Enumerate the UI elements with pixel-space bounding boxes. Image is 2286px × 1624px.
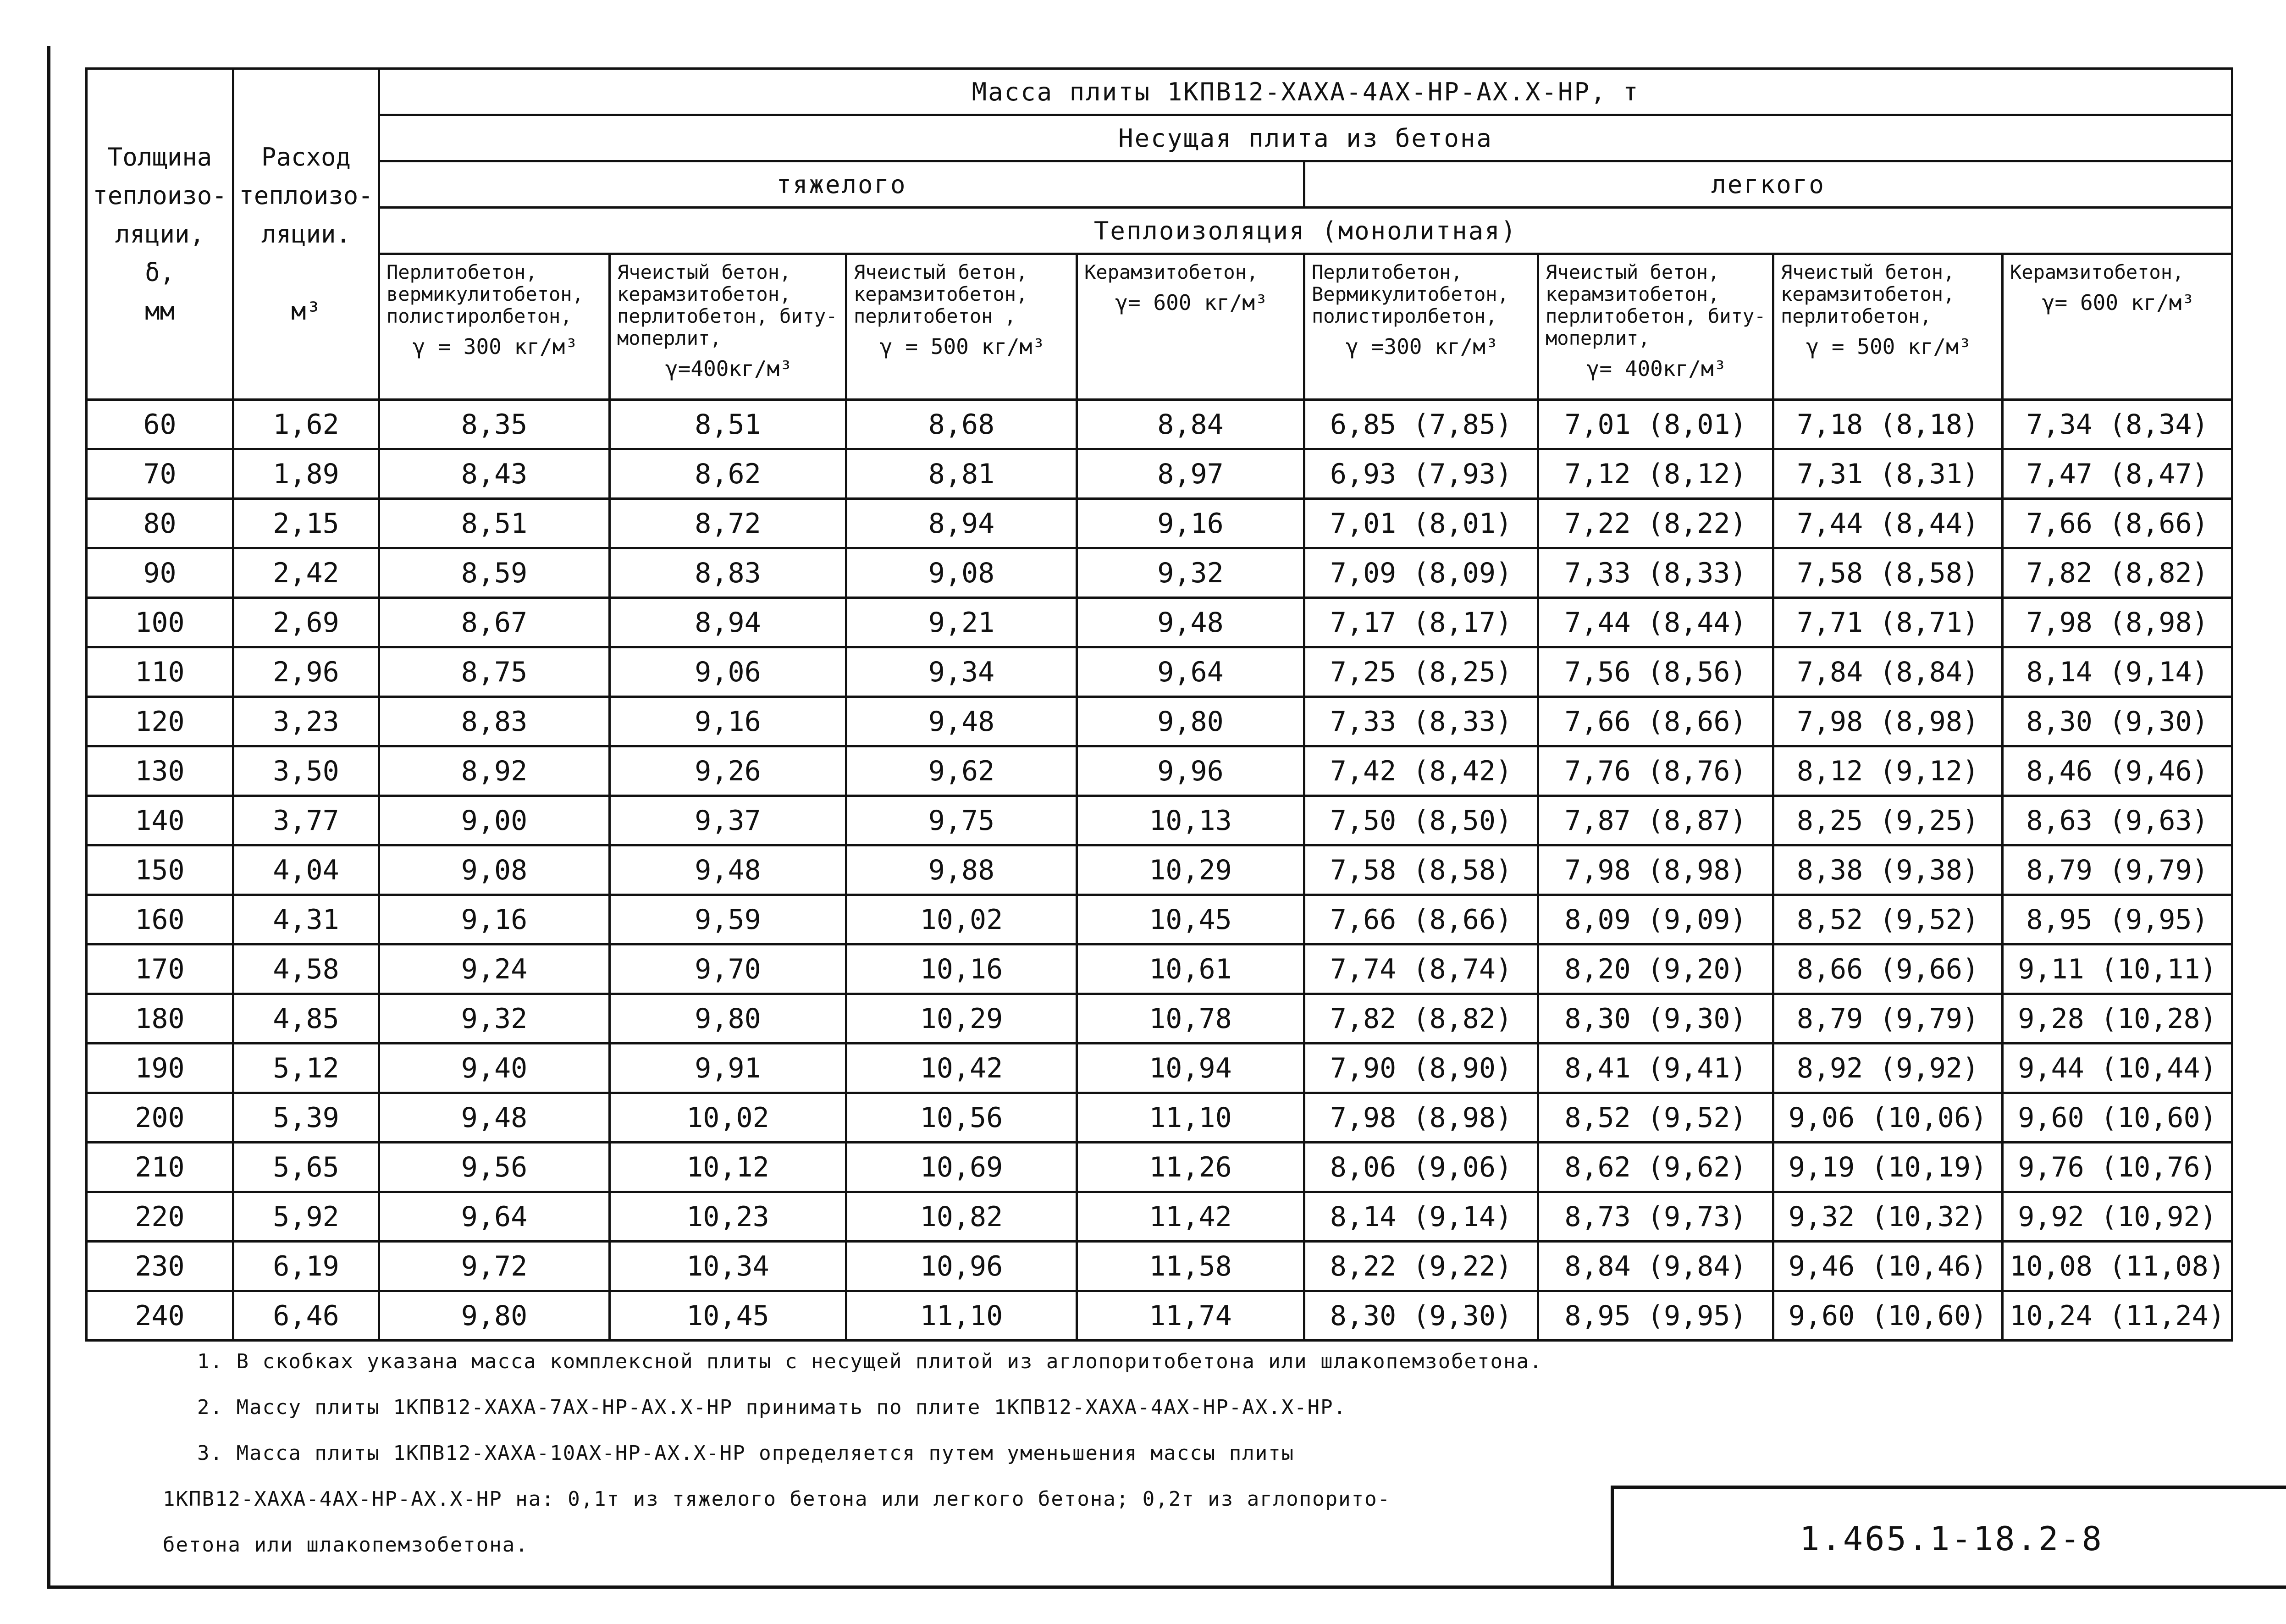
table-row bbox=[87, 598, 2232, 647]
table-cell: 5,65 bbox=[233, 1143, 379, 1192]
table-cell: 5,39 bbox=[233, 1093, 379, 1143]
table-cell: 8,95 (9,95) bbox=[2003, 895, 2232, 945]
table-row bbox=[87, 1242, 2232, 1291]
material-header: Перлитобетон, Вермикулитобетон, полистиролбетон, γ =300 кг/м³ bbox=[1304, 254, 1538, 400]
material-header: Керамзитобетон, γ= 600 кг/м³ bbox=[1077, 254, 1304, 400]
table-cell: 7,66 (8,66) bbox=[1304, 895, 1538, 945]
table-row bbox=[87, 1044, 2232, 1093]
table-cell: 10,96 bbox=[846, 1242, 1077, 1291]
table-cell: 7,66 (8,66) bbox=[2003, 499, 2232, 548]
table-cell: 9,72 bbox=[379, 1242, 610, 1291]
table-cell: 8,94 bbox=[846, 499, 1077, 548]
table-cell: 10,82 bbox=[846, 1192, 1077, 1242]
insulation-header: Теплоизоляция (монолитная) bbox=[379, 208, 2232, 254]
table-cell: 9,11 (10,11) bbox=[2003, 945, 2232, 994]
table-cell: 8,52 (9,52) bbox=[1773, 895, 2003, 945]
table-cell: 10,02 bbox=[610, 1093, 846, 1143]
table-cell: 7,12 (8,12) bbox=[1538, 449, 1773, 499]
table-cell: 9,64 bbox=[379, 1192, 610, 1242]
table-cell: 10,02 bbox=[846, 895, 1077, 945]
table-cell: 170 bbox=[87, 945, 233, 994]
table-cell: 10,12 bbox=[610, 1143, 846, 1192]
note: 3. Масса плиты 1КПВ12-ХАХА-10АХ-НР-АХ.Х-НР определяется путем уменьшения массы плиты bbox=[197, 1442, 1295, 1465]
table-cell: 7,98 (8,98) bbox=[1773, 697, 2003, 746]
table-cell: 10,56 bbox=[846, 1093, 1077, 1143]
table-cell: 240 bbox=[87, 1291, 233, 1341]
table-cell: 7,66 (8,66) bbox=[1538, 697, 1773, 746]
table-cell: 10,69 bbox=[846, 1143, 1077, 1192]
table-cell: 9,06 (10,06) bbox=[1773, 1093, 2003, 1143]
table-cell: 7,90 (8,90) bbox=[1304, 1044, 1538, 1093]
table-cell: 7,50 (8,50) bbox=[1304, 796, 1538, 845]
table-cell: 10,42 bbox=[846, 1044, 1077, 1093]
heavy-concrete-header: тяжелого bbox=[379, 161, 1304, 208]
table-cell: 7,17 (8,17) bbox=[1304, 598, 1538, 647]
table-row bbox=[87, 796, 2232, 845]
table-cell: 7,34 (8,34) bbox=[2003, 400, 2232, 449]
table-cell: 7,33 (8,33) bbox=[1538, 548, 1773, 598]
table-cell: 8,62 (9,62) bbox=[1538, 1143, 1773, 1192]
table-cell: 8,84 bbox=[1077, 400, 1304, 449]
note: 2. Массу плиты 1КПВ12-ХАХА-7АХ-НР-АХ.Х-НР принимать по плите 1КПВ12-ХАХА-4АХ-НР-АХ.Х-НР. bbox=[197, 1396, 1347, 1419]
table-cell: 10,61 bbox=[1077, 945, 1304, 994]
table-cell: 7,01 (8,01) bbox=[1304, 499, 1538, 548]
table-cell: 9,16 bbox=[379, 895, 610, 945]
table-cell: 10,16 bbox=[846, 945, 1077, 994]
note: 1. В скобках указана масса комплексной плиты с несущей плитой из аглопоритобетона или шлакопемзобетона. bbox=[197, 1350, 1543, 1373]
material-header: Ячеистый бетон, керамзитобетон, перлитобетон, биту- моперлит, γ= 400кг/м³ bbox=[1538, 254, 1773, 400]
table-row bbox=[87, 945, 2232, 994]
table-row bbox=[87, 449, 2232, 499]
table-cell: 9,48 bbox=[610, 845, 846, 895]
table-cell: 8,95 (9,95) bbox=[1538, 1291, 1773, 1341]
table-cell: 70 bbox=[87, 449, 233, 499]
table-cell: 8,52 (9,52) bbox=[1538, 1093, 1773, 1143]
table-cell: 8,51 bbox=[379, 499, 610, 548]
table-cell: 8,41 (9,41) bbox=[1538, 1044, 1773, 1093]
table-body bbox=[87, 400, 2232, 1341]
table-cell: 8,97 bbox=[1077, 449, 1304, 499]
table-cell: 120 bbox=[87, 697, 233, 746]
table-row bbox=[87, 1192, 2232, 1242]
table-cell: 7,98 (8,98) bbox=[1304, 1093, 1538, 1143]
table-cell: 8,75 bbox=[379, 647, 610, 697]
table-cell: 8,59 bbox=[379, 548, 610, 598]
table-cell: 5,12 bbox=[233, 1044, 379, 1093]
note: 1КПВ12-ХАХА-4АХ-НР-АХ.Х-НР на: 0,1т из тяжелого бетона или легкого бетона; 0,2т из аглопорито- bbox=[163, 1487, 1391, 1511]
table-cell: 7,44 (8,44) bbox=[1538, 598, 1773, 647]
table-cell: 7,84 (8,84) bbox=[1773, 647, 2003, 697]
material-header: Ячеистый бетон, керамзитобетон, перлитобетон, γ = 500 кг/м³ bbox=[1773, 254, 2003, 400]
table-cell: 230 bbox=[87, 1242, 233, 1291]
table-cell: 6,46 bbox=[233, 1291, 379, 1341]
table-cell: 9,28 (10,28) bbox=[2003, 994, 2232, 1044]
table-cell: 11,10 bbox=[846, 1291, 1077, 1341]
table-cell: 4,04 bbox=[233, 845, 379, 895]
table-cell: 10,24 (11,24) bbox=[2003, 1291, 2232, 1341]
table-cell: 9,08 bbox=[379, 845, 610, 895]
table-cell: 9,32 (10,32) bbox=[1773, 1192, 2003, 1242]
table-cell: 9,96 bbox=[1077, 746, 1304, 796]
table-cell: 210 bbox=[87, 1143, 233, 1192]
table-cell: 9,21 bbox=[846, 598, 1077, 647]
table-cell: 7,56 (8,56) bbox=[1538, 647, 1773, 697]
table-cell: 9,64 bbox=[1077, 647, 1304, 697]
material-header: Ячеистый бетон, керамзитобетон, перлитобетон, биту- моперлит, γ=400кг/м³ bbox=[610, 254, 846, 400]
table-row bbox=[87, 746, 2232, 796]
table-cell: 8,14 (9,14) bbox=[1304, 1192, 1538, 1242]
table-cell: 8,83 bbox=[379, 697, 610, 746]
table-cell: 90 bbox=[87, 548, 233, 598]
table-cell: 1,89 bbox=[233, 449, 379, 499]
table-cell: 8,63 (9,63) bbox=[2003, 796, 2232, 845]
table-row bbox=[87, 1143, 2232, 1192]
table-cell: 8,38 (9,38) bbox=[1773, 845, 2003, 895]
table-cell: 7,22 (8,22) bbox=[1538, 499, 1773, 548]
table-cell: 9,80 bbox=[1077, 697, 1304, 746]
table-cell: 160 bbox=[87, 895, 233, 945]
table-cell: 220 bbox=[87, 1192, 233, 1242]
notes bbox=[163, 1339, 1630, 1568]
table-cell: 9,48 bbox=[379, 1093, 610, 1143]
table-cell: 4,58 bbox=[233, 945, 379, 994]
table-cell: 60 bbox=[87, 400, 233, 449]
carrier-header: Несущая плита из бетона bbox=[379, 115, 2232, 161]
table-cell: 10,34 bbox=[610, 1242, 846, 1291]
table-cell: 2,15 bbox=[233, 499, 379, 548]
table-cell: 6,93 (7,93) bbox=[1304, 449, 1538, 499]
table-cell: 9,48 bbox=[846, 697, 1077, 746]
table-row bbox=[87, 994, 2232, 1044]
table-cell: 9,24 bbox=[379, 945, 610, 994]
table-row bbox=[87, 499, 2232, 548]
table-cell: 9,60 (10,60) bbox=[1773, 1291, 2003, 1341]
table-cell: 7,33 (8,33) bbox=[1304, 697, 1538, 746]
table-cell: 7,47 (8,47) bbox=[2003, 449, 2232, 499]
table-cell: 190 bbox=[87, 1044, 233, 1093]
frame-left-border bbox=[47, 46, 50, 1589]
table-cell: 10,23 bbox=[610, 1192, 846, 1242]
table-cell: 2,42 bbox=[233, 548, 379, 598]
table-cell: 7,58 (8,58) bbox=[1773, 548, 2003, 598]
table-cell: 8,22 (9,22) bbox=[1304, 1242, 1538, 1291]
table-cell: 10,29 bbox=[1077, 845, 1304, 895]
table-cell: 9,60 (10,60) bbox=[2003, 1093, 2232, 1143]
table-cell: 9,92 (10,92) bbox=[2003, 1192, 2232, 1242]
table-cell: 9,06 bbox=[610, 647, 846, 697]
thickness-header: Толщина теплоизо- ляции, δ, мм bbox=[87, 69, 233, 400]
light-concrete-header: легкого bbox=[1304, 161, 2232, 208]
table-cell: 7,44 (8,44) bbox=[1773, 499, 2003, 548]
table-cell: 9,80 bbox=[610, 994, 846, 1044]
table-cell: 8,14 (9,14) bbox=[2003, 647, 2232, 697]
table-cell: 130 bbox=[87, 746, 233, 796]
table-cell: 3,77 bbox=[233, 796, 379, 845]
table-row bbox=[87, 400, 2232, 449]
mass-title: Масса плиты 1КПВ12-ХАХА-4АХ-НР-АХ.Х-НР, т bbox=[379, 69, 2232, 115]
table-cell: 8,12 (9,12) bbox=[1773, 746, 2003, 796]
table-cell: 7,09 (8,09) bbox=[1304, 548, 1538, 598]
table-cell: 7,87 (8,87) bbox=[1538, 796, 1773, 845]
material-header: Перлитобетон, вермикулитобетон, полистиролбетон, γ = 300 кг/м³ bbox=[379, 254, 610, 400]
table-cell: 100 bbox=[87, 598, 233, 647]
table-cell: 9,19 (10,19) bbox=[1773, 1143, 2003, 1192]
table-cell: 10,29 bbox=[846, 994, 1077, 1044]
table-cell: 6,85 (7,85) bbox=[1304, 400, 1538, 449]
table-cell: 150 bbox=[87, 845, 233, 895]
table-cell: 7,25 (8,25) bbox=[1304, 647, 1538, 697]
table-cell: 9,16 bbox=[610, 697, 846, 746]
table-cell: 80 bbox=[87, 499, 233, 548]
table-cell: 9,26 bbox=[610, 746, 846, 796]
table-cell: 8,30 (9,30) bbox=[1538, 994, 1773, 1044]
table-cell: 8,20 (9,20) bbox=[1538, 945, 1773, 994]
table-cell: 5,92 bbox=[233, 1192, 379, 1242]
table-cell: 8,25 (9,25) bbox=[1773, 796, 2003, 845]
table-cell: 9,75 bbox=[846, 796, 1077, 845]
table-cell: 7,82 (8,82) bbox=[2003, 548, 2232, 598]
table-cell: 8,35 bbox=[379, 400, 610, 449]
table-cell: 7,98 (8,98) bbox=[2003, 598, 2232, 647]
table-cell: 7,01 (8,01) bbox=[1538, 400, 1773, 449]
table-cell: 9,48 bbox=[1077, 598, 1304, 647]
table-row bbox=[87, 647, 2232, 697]
table-cell: 6,19 bbox=[233, 1242, 379, 1291]
table-cell: 8,09 (9,09) bbox=[1538, 895, 1773, 945]
consumption-header: Расход теплоизо- ляции. м³ bbox=[233, 69, 379, 400]
table-cell: 9,00 bbox=[379, 796, 610, 845]
table-cell: 8,79 (9,79) bbox=[1773, 994, 2003, 1044]
table-cell: 9,59 bbox=[610, 895, 846, 945]
table-cell: 11,58 bbox=[1077, 1242, 1304, 1291]
table-cell: 2,96 bbox=[233, 647, 379, 697]
table-cell: 8,92 (9,92) bbox=[1773, 1044, 2003, 1093]
table-cell: 8,06 (9,06) bbox=[1304, 1143, 1538, 1192]
table-cell: 10,78 bbox=[1077, 994, 1304, 1044]
table-cell: 7,42 (8,42) bbox=[1304, 746, 1538, 796]
table-cell: 8,46 (9,46) bbox=[2003, 746, 2232, 796]
table-cell: 8,83 bbox=[610, 548, 846, 598]
table-cell: 8,73 (9,73) bbox=[1538, 1192, 1773, 1242]
table-cell: 9,32 bbox=[1077, 548, 1304, 598]
material-header: Ячеистый бетон, керамзитобетон, перлитобетон , γ = 500 кг/м³ bbox=[846, 254, 1077, 400]
mass-table bbox=[85, 67, 2233, 1342]
table-cell: 11,10 bbox=[1077, 1093, 1304, 1143]
table-cell: 9,62 bbox=[846, 746, 1077, 796]
table-cell: 9,44 (10,44) bbox=[2003, 1044, 2232, 1093]
table-cell: 8,68 bbox=[846, 400, 1077, 449]
table-cell: 8,51 bbox=[610, 400, 846, 449]
table-cell: 11,74 bbox=[1077, 1291, 1304, 1341]
table-cell: 9,91 bbox=[610, 1044, 846, 1093]
table-cell: 10,94 bbox=[1077, 1044, 1304, 1093]
table-cell: 9,80 bbox=[379, 1291, 610, 1341]
table-row bbox=[87, 845, 2232, 895]
table-cell: 9,46 (10,46) bbox=[1773, 1242, 2003, 1291]
table-cell: 8,79 (9,79) bbox=[2003, 845, 2232, 895]
material-header: Керамзитобетон, γ= 600 кг/м³ bbox=[2003, 254, 2232, 400]
table-cell: 8,72 bbox=[610, 499, 846, 548]
document-code: 1.465.1-18.2-8 bbox=[1611, 1486, 2286, 1589]
table-cell: 9,16 bbox=[1077, 499, 1304, 548]
table-cell: 9,56 bbox=[379, 1143, 610, 1192]
table-cell: 7,71 (8,71) bbox=[1773, 598, 2003, 647]
table-cell: 7,31 (8,31) bbox=[1773, 449, 2003, 499]
table-row bbox=[87, 548, 2232, 598]
table-cell: 10,45 bbox=[1077, 895, 1304, 945]
table-cell: 8,62 bbox=[610, 449, 846, 499]
table-cell: 7,98 (8,98) bbox=[1538, 845, 1773, 895]
table-cell: 8,81 bbox=[846, 449, 1077, 499]
table-cell: 8,67 bbox=[379, 598, 610, 647]
table-cell: 9,70 bbox=[610, 945, 846, 994]
table-cell: 9,32 bbox=[379, 994, 610, 1044]
table-cell: 110 bbox=[87, 647, 233, 697]
table-cell: 7,82 (8,82) bbox=[1304, 994, 1538, 1044]
table-cell: 1,62 bbox=[233, 400, 379, 449]
table-cell: 9,88 bbox=[846, 845, 1077, 895]
note: бетона или шлакопемзобетона. bbox=[163, 1533, 529, 1557]
table-cell: 9,34 bbox=[846, 647, 1077, 697]
table-cell: 4,85 bbox=[233, 994, 379, 1044]
table-cell: 4,31 bbox=[233, 895, 379, 945]
table-row bbox=[87, 1093, 2232, 1143]
table-row bbox=[87, 1291, 2232, 1341]
table-cell: 3,50 bbox=[233, 746, 379, 796]
table-cell: 9,37 bbox=[610, 796, 846, 845]
table-row bbox=[87, 697, 2232, 746]
table-cell: 7,74 (8,74) bbox=[1304, 945, 1538, 994]
table-cell: 8,92 bbox=[379, 746, 610, 796]
table-cell: 9,08 bbox=[846, 548, 1077, 598]
table-cell: 140 bbox=[87, 796, 233, 845]
table-cell: 2,69 bbox=[233, 598, 379, 647]
table-cell: 8,30 (9,30) bbox=[2003, 697, 2232, 746]
table-cell: 180 bbox=[87, 994, 233, 1044]
table-cell: 3,23 bbox=[233, 697, 379, 746]
table-cell: 7,58 (8,58) bbox=[1304, 845, 1538, 895]
table-cell: 8,30 (9,30) bbox=[1304, 1291, 1538, 1341]
table-cell: 10,45 bbox=[610, 1291, 846, 1341]
table-row bbox=[87, 895, 2232, 945]
table-cell: 200 bbox=[87, 1093, 233, 1143]
table-cell: 7,76 (8,76) bbox=[1538, 746, 1773, 796]
table-cell: 11,26 bbox=[1077, 1143, 1304, 1192]
table-cell: 10,13 bbox=[1077, 796, 1304, 845]
table-cell: 9,40 bbox=[379, 1044, 610, 1093]
table-cell: 10,08 (11,08) bbox=[2003, 1242, 2232, 1291]
table-cell: 7,18 (8,18) bbox=[1773, 400, 2003, 449]
table-cell: 8,66 (9,66) bbox=[1773, 945, 2003, 994]
table-cell: 8,43 bbox=[379, 449, 610, 499]
table-cell: 11,42 bbox=[1077, 1192, 1304, 1242]
table-cell: 8,94 bbox=[610, 598, 846, 647]
table-cell: 9,76 (10,76) bbox=[2003, 1143, 2232, 1192]
table-cell: 8,84 (9,84) bbox=[1538, 1242, 1773, 1291]
